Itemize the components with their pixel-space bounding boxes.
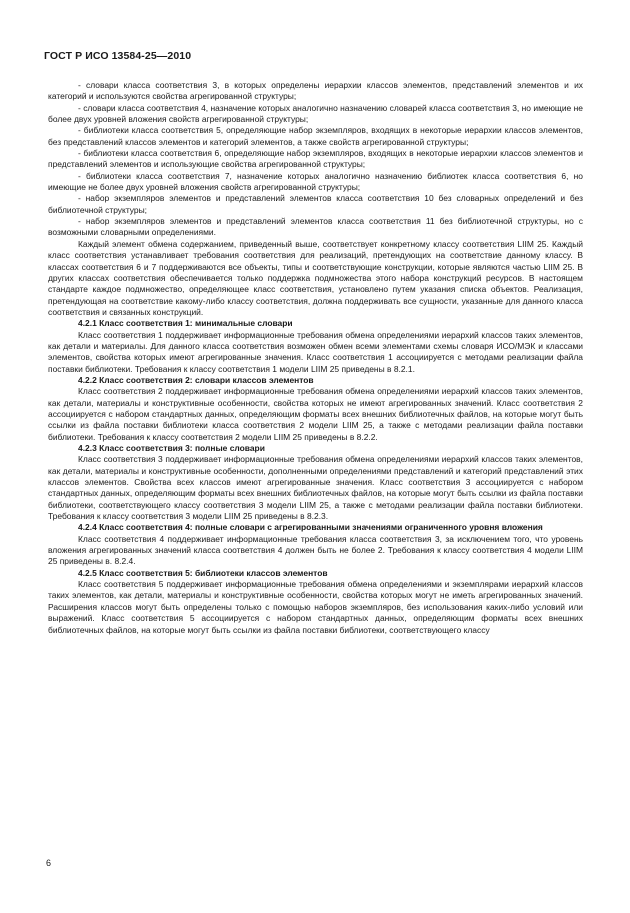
section-heading-4-2-5: 4.2.5 Класс соответствия 5: библиотеки классов элементов xyxy=(78,567,328,578)
standard-title: ГОСТ Р ИСО 13584-25—2010 xyxy=(44,50,192,62)
body-paragraph: Каждый элемент обмена содержанием, приведенный выше, соответствует конкретному классу соответствия LIIM 25. Каждый класс соответствия устанавливает требования соответствия для реализаций, претендующих на соответствие данному классу. В классах соответствия 6 и 7 поддерживаются все объекты, типы и соответствующие конструкции, которые являются частью LIIM 25. В других классах соответствия обеспечивается только поддержка подмножества этого набора конструкций ресурсов. В настоящем стандарте каждое подмножество, определяющее класс соответствия, установлено путем указания списка объектов. Реализация, претендующая на соответствие какому-либо классу соответствия, должна поддерживать все сущности, указанные для данного класса соответствия и связанных конструкций. xyxy=(48,238,583,317)
section-heading-4-2-2: 4.2.2 Класс соответствия 2: словари классов элементов xyxy=(78,374,314,385)
body-paragraph: Класс соответствия 2 поддерживает информационные требования обмена определениями иерархий классов таких элементов, как детали, материалы и конструктивные особенности, свойства которых не имеют агрегированных значений. Класс соответствия 2 ассоциируется с набором стандартных данных, определяющим форматы всех внешних библиотечных файлов, на которые могут быть ссылки из файла поставки библиотеки класса соответствия 2 модели LIIM 25, а также с методами реализации файла поставки библиотеки. Требования к классу соответствия 2 модели LIIM 25 приведены в 8.2.2. xyxy=(48,386,583,442)
list-item: - библиотеки класса соответствия 5, определяющие набор экземпляров, входящих в некоторые иерархии классов элементов, без представлений классов элементов и категорий элементов, а также свойств агрегированной структуры; xyxy=(48,125,583,147)
page-number: 6 xyxy=(46,858,52,868)
section-heading-4-2-1: 4.2.1 Класс соответствия 1: минимальные словари xyxy=(78,318,293,329)
section-heading-4-2-4: 4.2.4 Класс соответствия 4: полные словари с агрегированными значениями ограниченного уровня вложения xyxy=(78,522,543,533)
body-paragraph: Класс соответствия 5 поддерживает информационные требования обмена определениями и экземплярами иерархий классов таких элементов, как детали, материалы и конструктивные особенности, свойства которых могут не иметь агрегированных значений. Расширения классов могут быть определены только с помощью наборов экземпляров, без использования каких-либо условий или выражений. Класс соответствия 5 ассоциируется с набором стандартных данных, определяющим форматы всех внешних библиотечных файлов, на которые могут быть ссылки из файла поставки библиотеки, соответствующего классу xyxy=(48,579,583,635)
body-paragraph: Класс соответствия 4 поддерживает информационные требования класса соответствия 3, за исключением того, что уровень вложения агрегированных значений класса соответствия 4 должен быть не более 2. Требования к классу соответствия 4 модели LIIM 25 приведены в. 8.2.4. xyxy=(48,533,583,567)
list-item: - библиотеки класса соответствия 7, назначение которых аналогично назначению библиотек класса соответствия 6, но имеющие не более двух уровней вложения свойств агрегированной структуры; xyxy=(48,170,583,193)
list-item: - набор экземпляров элементов и представлений элементов класса соответствия 11 без библиотечной структуры, но с возможными словарными определениями. xyxy=(48,216,583,238)
section-heading-4-2-3: 4.2.3 Класс соответствия 3: полные словари xyxy=(78,443,265,453)
list-item: - словари класса соответствия 3, в которых определены иерархии классов элементов, представлений элементов и их категорий и используются свойства агрегированной структуры; xyxy=(48,80,583,102)
document-body xyxy=(48,80,583,636)
list-item: - словари класса соответствия 4, назначение которых аналогично назначению словарей класса соответствия 3, но имеющие не более двух уровней вложения свойств агрегированной структуры; xyxy=(48,102,583,125)
body-paragraph: Класс соответствия 3 поддерживает информационные требования обмена определениями иерархий классов таких элементов, как детали, материалы и конструктивные особенности, дополненными определениями представлений и категорий представлений этих классов элементов. Свойства всех классов имеют агрегированные значения. Класс соответствия 3 ассоциируется с набором стандартных данных, определяющим форматы всех внешних библиотечных файлов, на которые могут быть ссылки из файла поставки библиотеки, соответствующего классу соответствия 3 модели LIIM 25, а также с методами реализации файла поставки библиотеки. Требования к классу соответствия 3 модели LIIM 25 приведены в 8.2.3. xyxy=(48,454,583,522)
list-item: - набор экземпляров элементов и представлений элементов класса соответствия 10 без словарных определений и без библиотечной структуры; xyxy=(48,193,583,215)
body-paragraph: Класс соответствия 1 поддерживает информационные требования обмена определениями иерархий классов таких элементов, как детали и материалы. Для данного класса соответствия возможен обмен всеми элементами схемы словаря ИСО/МЭК и классами элементов, свойства которых имеют агрегированные значения. Класс соответствия 1 ассоциируется с методами реализации файла поставки библиотеки. Требования к классу соответствия 1 модели LIIM 25 приведены в 8.2.1. xyxy=(48,329,583,374)
list-item: - библиотеки класса соответствия 6, определяющие набор экземпляров, входящих в некоторые иерархии классов элементов и представлений элементов и использующие свойства агрегированной структуры; xyxy=(48,148,583,170)
